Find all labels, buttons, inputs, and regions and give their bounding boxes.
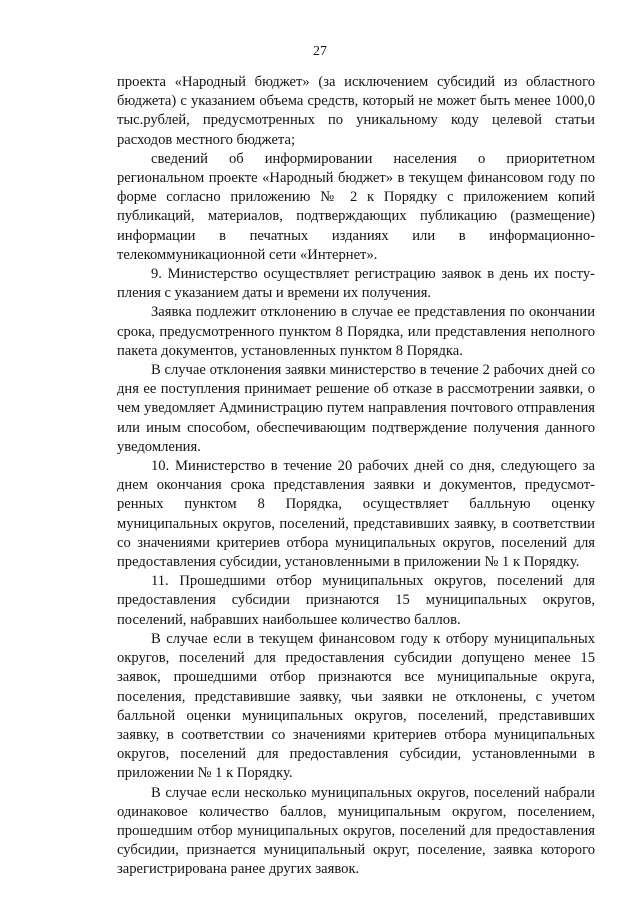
- paragraph: проекта «Народный бюджет» (за исключением субсидий из областного бюджета) с указанием объема средств, который не может быть менее 1000,0 тыс.рублей, предусмотренных по уникальному коду целевой статьи расходов местного бюджета;: [117, 74, 595, 148]
- paragraph: В случае отклонения заявки министерство в течение 2 рабочих дней со дня ее поступления принимает решение об отказе в рассмотрении заявки, о чем уведомляет Администрацию путем направления почтового отправления или иным способом, обеспечивающим подтверждение получения данного уведомления.: [117, 362, 595, 455]
- paragraph: 10. Министерство в течение 20 рабочих дней со дня, следующего за днем окончания срока представления заявки и документов, предусмотренных пунктом 8 Порядка, осуществляет балльную оценку муниципальных округов, поселений, представивших заявку, в соответствии со значениями критериев отбора муниципальных округов, поселений для предоставления субсидии, установленными в приложении № 1 к Порядку.: [117, 458, 595, 571]
- page-number: 27: [313, 44, 327, 59]
- paragraph: сведений об информировании населения о приоритетном региональном проекте «Народный бюджет» в текущем финансовом году по форме согласно приложению № 2 к Порядку с приложением копий публикаций, материалов, подтверждающих публикацию (размещение) информации в печатных изданиях или в информационно-телекоммуникационной сети «Интернет».: [117, 150, 595, 263]
- paragraph: 9. Министерство осуществляет регистрацию заявок в день их поступления с указанием даты и времени их получения.: [117, 266, 595, 302]
- paragraph: В случае если несколько муниципальных округов, поселений набрали одинаковое количество баллов, муниципальным округом, поселением, прошедшим отбор муниципальных округов, поселений для предоставления субсидии, признается муниципальный округ, поселение, заявка которого зарегистрирована ранее других заявок.: [117, 784, 595, 878]
- paragraph: В случае если в текущем финансовом году к отбору муниципальных округов, поселений для предоставления субсидии допущено менее 15 заявок, прошедшими отбор признаются все муниципальные округа, поселения, представившие заявку, чьи заявки не отклонены, с учетом балльной оценки муниципальных округов, поселений, представивших заявку, в соответствии со значениями критериев отбора муниципальных округов, поселений для предоставления субсидии, установленными в приложении № 1 к Порядку.: [117, 630, 595, 782]
- document-body: [117, 73, 595, 880]
- paragraph: 11. Прошедшими отбор муниципальных округов, поселений для предоставления субсидии признаются 15 муниципальных округов, поселений, набравших наибольшее количество баллов.: [117, 573, 595, 628]
- paragraph: Заявка подлежит отклонению в случае ее представления по окончании срока, предусмотренного пунктом 8 Порядка, или представления неполного пакета документов, установленных пунктом 8 Порядка.: [117, 304, 595, 359]
